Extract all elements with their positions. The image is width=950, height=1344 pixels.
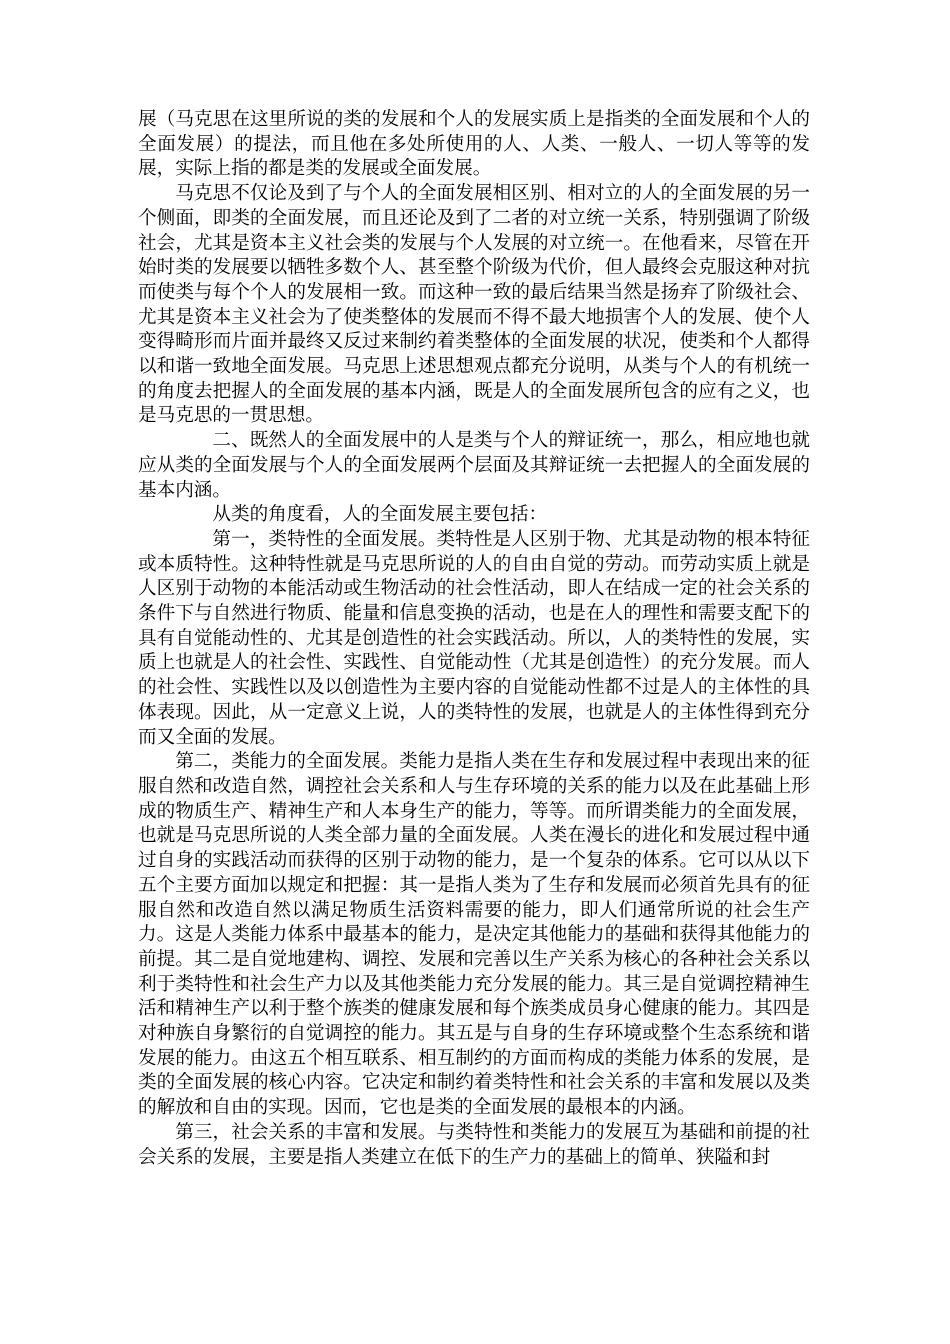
paragraph-first-point: 第一，类特性的全面发展。类特性是人区别于物、尤其是动物的根本特征或本质特性。这种特性就是马克思所说的人的自由自觉的劳动。而劳动实质上就是人区别于动物的本能活动或生物活动的社会性活动，即人在结成一定的社会关系的条件下与自然进行物质、能量和信息变换的活动，也是在人的理性和需要支配下的具有自觉能动性的、尤其是创造性的社会实践活动。所以，人的类特性的发展，实质上也就是人的社会性、实践性、自觉能动性（尤其是创造性）的充分发展。而人的社会性、实践性以及以创造性为主要内容的自觉能动性都不过是人的主体性的具体表现。因此，从一定意义上说，人的类特性的发展，也就是人的主体性得到充分而又全面的发展。 <box>138 528 810 748</box>
paragraph-marx-unity: 马克思不仅论及到了与个人的全面发展相区别、相对立的人的全面发展的另一个侧面，即类的全面发展，而且还论及到了二者的对立统一关系，特别强调了阶级社会，尤其是资本主义社会类的发展与个人发展的对立统一。在他看来，尽管在开始时类的发展要以牺牲多数个人、甚至整个阶级为代价，但人最终会克服这种对抗而使类与每个个人的发展相一致。而这种一致的最后结果当然是扬弃了阶级社会、尤其是资本主义社会为了使类整体的发展而不得不最大地损害个人的发展、使个人变得畸形而片面并最终又反过来制约着类整体的全面发展的状况，使类和个人都得以和谐一致地全面发展。马克思上述思想观点都充分说明，从类与个人的有机统一的角度去把握人的全面发展的基本内涵，既是人的全面发展所包含的应有之义，也是马克思的一贯思想。 <box>138 183 810 427</box>
paragraph-second-point: 第二，类能力的全面发展。类能力是指人类在生存和发展过程中表现出来的征服自然和改造自然，调控社会关系和人与生存环境的关系的能力以及在此基础上形成的物质生产、精神生产和人本身生产的能力，等等。而所谓类能力的全面发展，也就是马克思所说的人类全部力量的全面发展。人类在漫长的进化和发展过程中通过自身的实践活动而获得的区别于动物的能力，是一个复杂的体系。它可以从以下五个主要方面加以规定和把握：其一是指人类为了生存和发展而必须首先具有的征服自然和改造自然以满足物质生活资料需要的能力，即人们通常所说的社会生产力。这是人类能力体系中最基本的能力，是决定其他能力的基础和获得其他能力的前提。其二是自觉地建构、调控、发展和完善以生产关系为核心的各种社会关系以利于类特性和社会生产力以及其他类能力充分发展的能力。其三是自觉调控精神生活和精神生产以利于整个族类的健康发展和每个族类成员身心健康的能力。其四是对种族自身繁衍的自觉调控的能力。其五是与自身的生存环境或整个生态系统和谐发展的能力。由这五个相互联系、相互制约的方面而构成的类能力体系的发展，是类的全面发展的核心内容。它决定和制约着类特性和社会关系的丰富和发展以及类的解放和自由的实现。因而，它也是类的全面发展的最根本的内涵。 <box>138 751 810 1119</box>
paragraph-third-point: 第三，社会关系的丰富和发展。与类特性和类能力的发展互为基础和前提的社会关系的发展，主要是指人类建立在低下的生产力的基础上的简单、狭隘和封 <box>138 1121 810 1168</box>
paragraph-class-perspective: 从类的角度看，人的全面发展主要包括： <box>212 504 548 526</box>
paragraph-continuation: 展（马克思在这里所说的类的发展和个人的发展实质上是指类的全面发展和个人的全面发展）的提法，而且他在多处所使用的人、人类、一般人、一切人等等的发展，实际上指的都是类的发展或全面发展。 <box>138 109 810 180</box>
paragraph-section-two: 二、既然人的全面发展中的人是类与个人的辩证统一，那么，相应地也就应从类的全面发展与个人的全面发展两个层面及其辩证统一去把握人的全面发展的基本内涵。 <box>138 430 810 501</box>
document-body <box>138 108 810 1170</box>
